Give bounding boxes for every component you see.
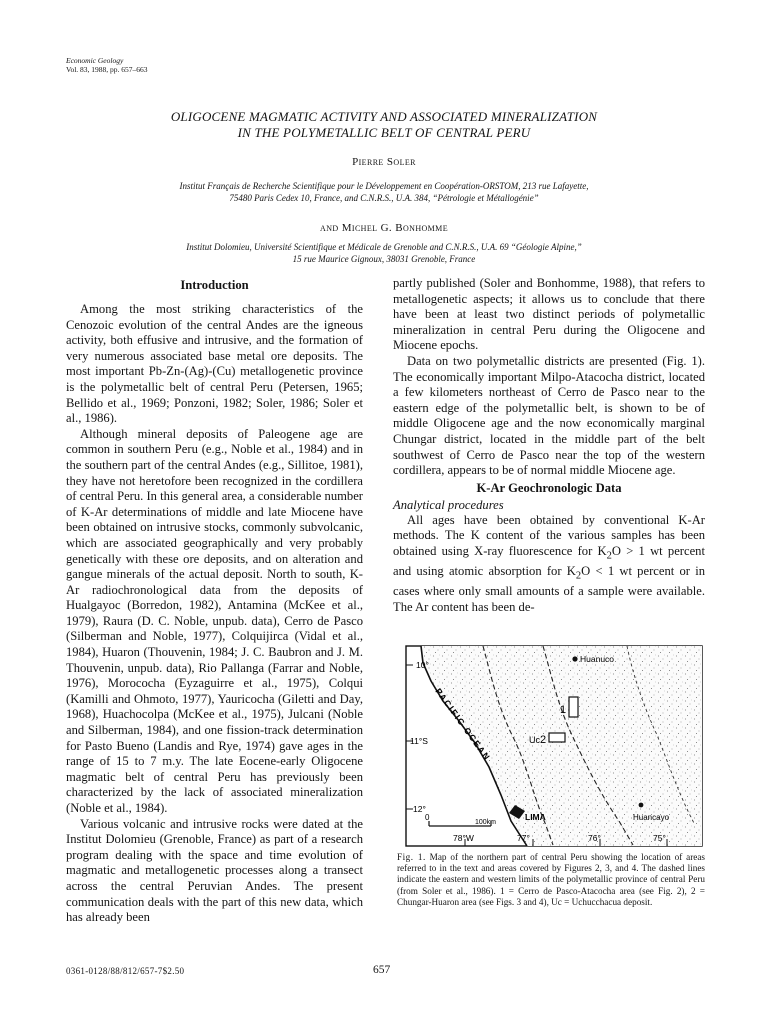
huanuco-label: Huanuco bbox=[580, 654, 615, 664]
caption-text: Map of the northern part of central Peru showing the location of areas referred to in the text and areas covered by Figures 2, 3, and 4. The dashed lines indicate the eastern and western limits of the polymetallic province of central Peru (from Soler et al., 1986). 1 = Cerro de Pasco-Atacocha area (see Fig. 2), 2 = Chungar-Huaron area (see Figs. 3 and 4), Uc = Uchucchacua deposit. bbox=[397, 852, 706, 907]
lat-10-label: 10° bbox=[416, 660, 429, 670]
affiliation-bonhomme-line-2: 15 rue Maurice Gignoux, 38031 Grenoble, France bbox=[292, 254, 476, 264]
uchucchacua-label: Uc bbox=[529, 735, 540, 745]
left-column bbox=[66, 276, 363, 926]
paper-title bbox=[60, 109, 708, 141]
huanuco-marker bbox=[572, 656, 577, 661]
footer-code: 0361-0128/88/812/657-7$2.50 bbox=[66, 966, 185, 976]
area-1-box bbox=[569, 697, 578, 717]
subheading-analytical-procedures: Analytical procedures bbox=[393, 497, 504, 512]
page-number: 657 bbox=[373, 964, 391, 976]
lon-75-label: 75° bbox=[653, 833, 666, 843]
intro-paragraph-2: Although mineral deposits of Paleogene age are common in southern Peru (e.g., Noble et al., 1984) and in the southern part of the central Andes (e.g., Sillitoe, 1981), they have not heretofore been recognized in the cordillera of central Peru. In this general area, a considerable number of K-Ar determinations of middle and late Miocene have been obtained on intrusive stocks, commonly subvolcanic, which are associated geographically and very probably genetically with these ore deposits, and on alteration and gangue minerals of the actual deposit. North to south, K-Ar radiochronological data from the deposits of Hualgayoc (Borredon, 1982), Antamina (McKee et al., 1979), Raura (D. C. Noble, unpub. data), Cerro de Pasco (Silberman and Noble, 1977), Colquijirca (Vidal et al., 1984), Huaron (Thouvenin, 1984; J. C. Baubron and J. M. Thouvenin, unpub. data), Rio Pallanga (Farrar and Noble, 1976), Morococha (Eyzaguirre et al., 1975), Colqui (Kamilli and Ohmoto, 1977), Yauricocha (Giletti and Day, 1968), Huachocolpa (McKee et al., 1975), Julcani (Noble and Silberman, 1984), and one fission-track determination for Pasto Bueno (Landis and Rye, 1974) gave ages in the range of 15 to 7 m.y. The late Eocene-early Oligocene magmatic belt of central Peru has previously been characterized by the lack of associated mineralization (Noble et al., 1984). bbox=[66, 426, 363, 815]
journal-header bbox=[66, 56, 148, 74]
author-soler: Pierre Soler bbox=[352, 156, 416, 168]
ocean-label: PACIFIC OCEAN bbox=[433, 686, 493, 763]
heading-kar-data: K-Ar Geochronologic Data bbox=[476, 480, 622, 495]
area-2-label: 2 bbox=[540, 734, 547, 746]
huancayo-marker bbox=[639, 803, 644, 808]
intro-paragraph-1: Among the most striking characteristics of the Cenozoic evolution of the central Andes are the igneous activity, both effusive and intrusive, and the formation of very numerous associated base metal ore deposits. The most important Pb-Zn-(Ag)-(Cu) metallogenetic province is the polymetallic belt of central Peru (Petersen, 1965; Bellido et al., 1969; Ponzoni, 1982; Soler, 1986; Soler et al., 1986). bbox=[66, 302, 363, 426]
right-paragraph-1: partly published (Soler and Bonhomme, 1988), that refers to metallogenetic aspects; it allows us to conclude that there have been at least two distinct periods of polymetallic mineralization in central Peru during the Oligocene and Miocene epochs. bbox=[393, 276, 705, 353]
affiliation-bonhomme-line-1: Institut Dolomieu, Université Scientifique et Médicale de Grenoble and C.N.R.S., U.A. 69 “Géologie Alpine,” bbox=[186, 242, 582, 252]
lon-77-label: 77° bbox=[517, 833, 530, 843]
huancayo-label: Huancayo bbox=[633, 813, 670, 822]
heading-introduction: Introduction bbox=[180, 278, 249, 292]
title-line-2: IN THE POLYMETALLIC BELT OF CENTRAL PERU bbox=[237, 125, 531, 140]
lat-11-label: 11°S bbox=[410, 736, 428, 746]
figure-1-map bbox=[405, 645, 703, 847]
affiliation-soler-line-1: Institut Français de Recherche Scientifique pour le Développement en Coopération-ORSTOM, 213 rue Lafayette, bbox=[179, 181, 589, 191]
right-column bbox=[393, 276, 705, 615]
scale-zero-label: 0 bbox=[425, 813, 430, 822]
title-line-1: OLIGOCENE MAGMATIC ACTIVITY AND ASSOCIATED MINERALIZATION bbox=[170, 109, 598, 124]
author-bonhomme: and Michel G. Bonhomme bbox=[320, 222, 448, 234]
lon-76-label: 76° bbox=[588, 833, 601, 843]
lon-78-label: 78°W bbox=[453, 833, 474, 843]
intro-paragraph-3: Various volcanic and intrusive rocks were dated at the Institut Dolomieu (Grenoble, France) as part of a research program dealing with the space and time evolution of magmatic and metallogenetic processes along a transect across the central Peruvian Andes. The present communication deals with the part of this new data, which has already been bbox=[66, 816, 363, 925]
affiliation-soler-line-2: 75480 Paris Cedex 10, France, and C.N.R.S., U.A. 384, “Pétrologie et Métallogénie” bbox=[229, 193, 539, 203]
right-paragraph-3: All ages have been obtained by conventional K-Ar methods. The K content of the various samples has been obtained using X-ray fluorescence for $K_2O > 1$ wt percent and using atomic absorption for $K_2O < 1$ wt percent or in cases where only small amounts of a sample were available. The Ar content has been de- bbox=[393, 512, 705, 614]
area-1-label: 1 bbox=[560, 704, 567, 716]
figure-1-caption bbox=[397, 852, 705, 908]
affiliation-bonhomme bbox=[60, 241, 708, 265]
journal-volume: Vol. 83, 1988, pp. 657–663 bbox=[66, 65, 148, 74]
affiliation-soler bbox=[60, 180, 708, 204]
journal-name: Economic Geology bbox=[66, 56, 124, 65]
area-2-box bbox=[549, 733, 565, 742]
scale-100-label: 100km bbox=[475, 819, 497, 826]
lima-label: LIMA bbox=[525, 812, 546, 822]
caption-label: Fig. 1. bbox=[397, 852, 426, 862]
right-paragraph-2: Data on two polymetallic districts are presented (Fig. 1). The economically important Milpo-Atacocha district, located a few kilometers northeast of Cerro de Pasco near to the eastern edge of the polymetallic belt, is shown to be of middle Oligocene age and the now economically marginal Chungar district, located in the middle part of the belt southwest of Cerro de Pasco near the top of the western cordillera, appears to be of normal middle Miocene age. bbox=[393, 353, 705, 478]
lat-12-label: 12° bbox=[413, 804, 426, 814]
